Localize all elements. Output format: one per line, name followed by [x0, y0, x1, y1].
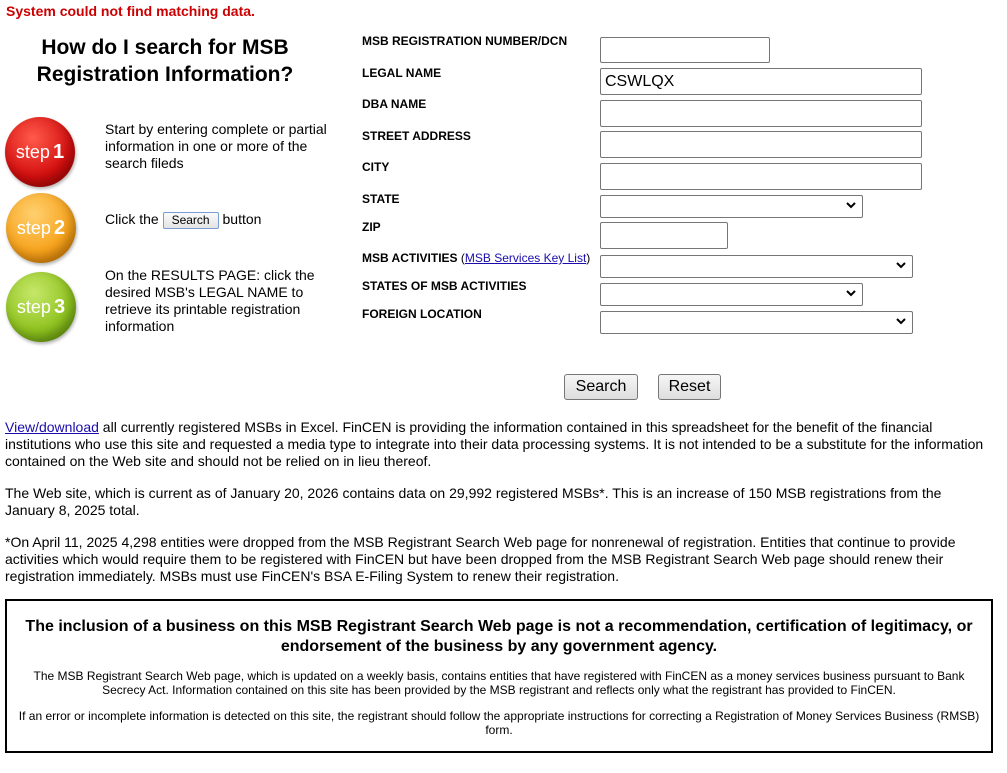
city-input[interactable] [600, 163, 922, 190]
chevron-down-icon [895, 259, 907, 274]
city-label: CITY [362, 160, 390, 174]
current-data-paragraph: The Web site, which is current as of January 20, 2026 contains data on 29,992 registered MSBs*. This is an increase of 150 MSB registrations from the January 8, 2025 total. [5, 485, 942, 518]
msb-activities-select[interactable] [600, 255, 913, 278]
msb-activities-label-text: MSB ACTIVITIES [362, 251, 458, 265]
street-address-input[interactable] [600, 131, 922, 158]
step-3-icon [6, 272, 76, 342]
download-paragraph-text: all currently registered MSBs in Excel. FinCEN is providing the information contained in this spreadsheet for the benefit of the financial institutions who use this site and requested a media type to integrate into their data processing systems. It is not intended to be a substitute for the information contained on the Web site and should not be relied on in lieu thereof. [5, 419, 984, 469]
chevron-down-icon [845, 287, 857, 302]
step-1-text: Start by entering complete or partial information in one or more of the search fileds [105, 121, 327, 171]
disclaimer-box [5, 599, 993, 753]
dba-name-input[interactable] [600, 100, 922, 127]
zip-input[interactable] [600, 222, 728, 249]
states-of-msb-activities-select[interactable] [600, 283, 863, 306]
msb-number-input[interactable] [600, 37, 770, 63]
step-3-word: step [16, 296, 51, 317]
step-2-number: 2 [53, 216, 66, 239]
legal-name-input[interactable] [600, 68, 922, 95]
reset-button[interactable]: Reset [658, 374, 721, 400]
msb-number-label: MSB REGISTRATION NUMBER/DCN [362, 34, 568, 48]
legal-name-label: LEGAL NAME [362, 66, 442, 80]
zip-label: ZIP [362, 220, 381, 234]
disclaimer-heading: The inclusion of a business on this MSB Registrant Search Web page is not a recommendation, certification of legitimacy, or endorsement of the business by any government agency. [25, 618, 973, 655]
foreign-location-select[interactable] [600, 311, 913, 334]
step-2-text-after: button [222, 211, 262, 227]
msb-activities-label: MSB ACTIVITIES (MSB Services Key List) [362, 251, 591, 265]
state-label: STATE [362, 192, 400, 206]
step-1-word: step [15, 141, 50, 162]
states-of-msb-activities-label: STATES OF MSB ACTIVITIES [362, 279, 527, 293]
view-download-link[interactable]: View/download [5, 419, 99, 435]
howto-title: How do I search for MSB Registration Information? [36, 36, 294, 86]
state-select[interactable] [600, 195, 863, 218]
dropped-entities-paragraph: *On April 11, 2025 4,298 entities were dropped from the MSB Registrant Search Web page for nonrenewal of registration. Entities that continue to provide activities which would require them to be registered with FinCEN but have been dropped from the MSB Registrant Search Web page should renew their registration immediately. MSBs must use FinCEN's BSA E-Filing System to renew their registration. [5, 534, 956, 584]
disclaimer-text-1: The MSB Registrant Search Web page, which is updated on a weekly basis, contains entities that have registered with FinCEN as a money services business pursuant to Bank Secrecy Act. Information contained on this site has been provided by the MSB registrant and reflects only what the registrant has provided to FinCEN. [33, 669, 965, 697]
step-1-number: 1 [52, 140, 65, 163]
msb-services-key-list-link[interactable]: MSB Services Key List [464, 251, 587, 265]
step-3-text: On the RESULTS PAGE: click the desired MSB's LEGAL NAME to retrieve its printable registration information [105, 267, 315, 334]
step-2-search-illustration: Search [163, 212, 219, 229]
dba-name-label: DBA NAME [362, 97, 427, 111]
chevron-down-icon [845, 199, 857, 214]
step-1-icon [5, 117, 75, 187]
step-2-text [105, 211, 335, 229]
step-2-text-before: Click the [105, 211, 159, 227]
disclaimer-text-2: If an error or incomplete information is detected on this site, the registrant should follow the appropriate instructions for correcting a Registration of Money Services Business (RMSB) form. [18, 709, 980, 737]
error-message: System could not find matching data. [6, 3, 255, 19]
foreign-location-label: FOREIGN LOCATION [362, 307, 482, 321]
step-2-word: step [16, 217, 51, 238]
street-address-label: STREET ADDRESS [362, 129, 471, 143]
step-2-icon [6, 193, 76, 263]
download-paragraph [5, 419, 995, 470]
search-button[interactable]: Search [564, 374, 638, 400]
chevron-down-icon [895, 315, 907, 330]
step-3-number: 3 [53, 295, 66, 318]
